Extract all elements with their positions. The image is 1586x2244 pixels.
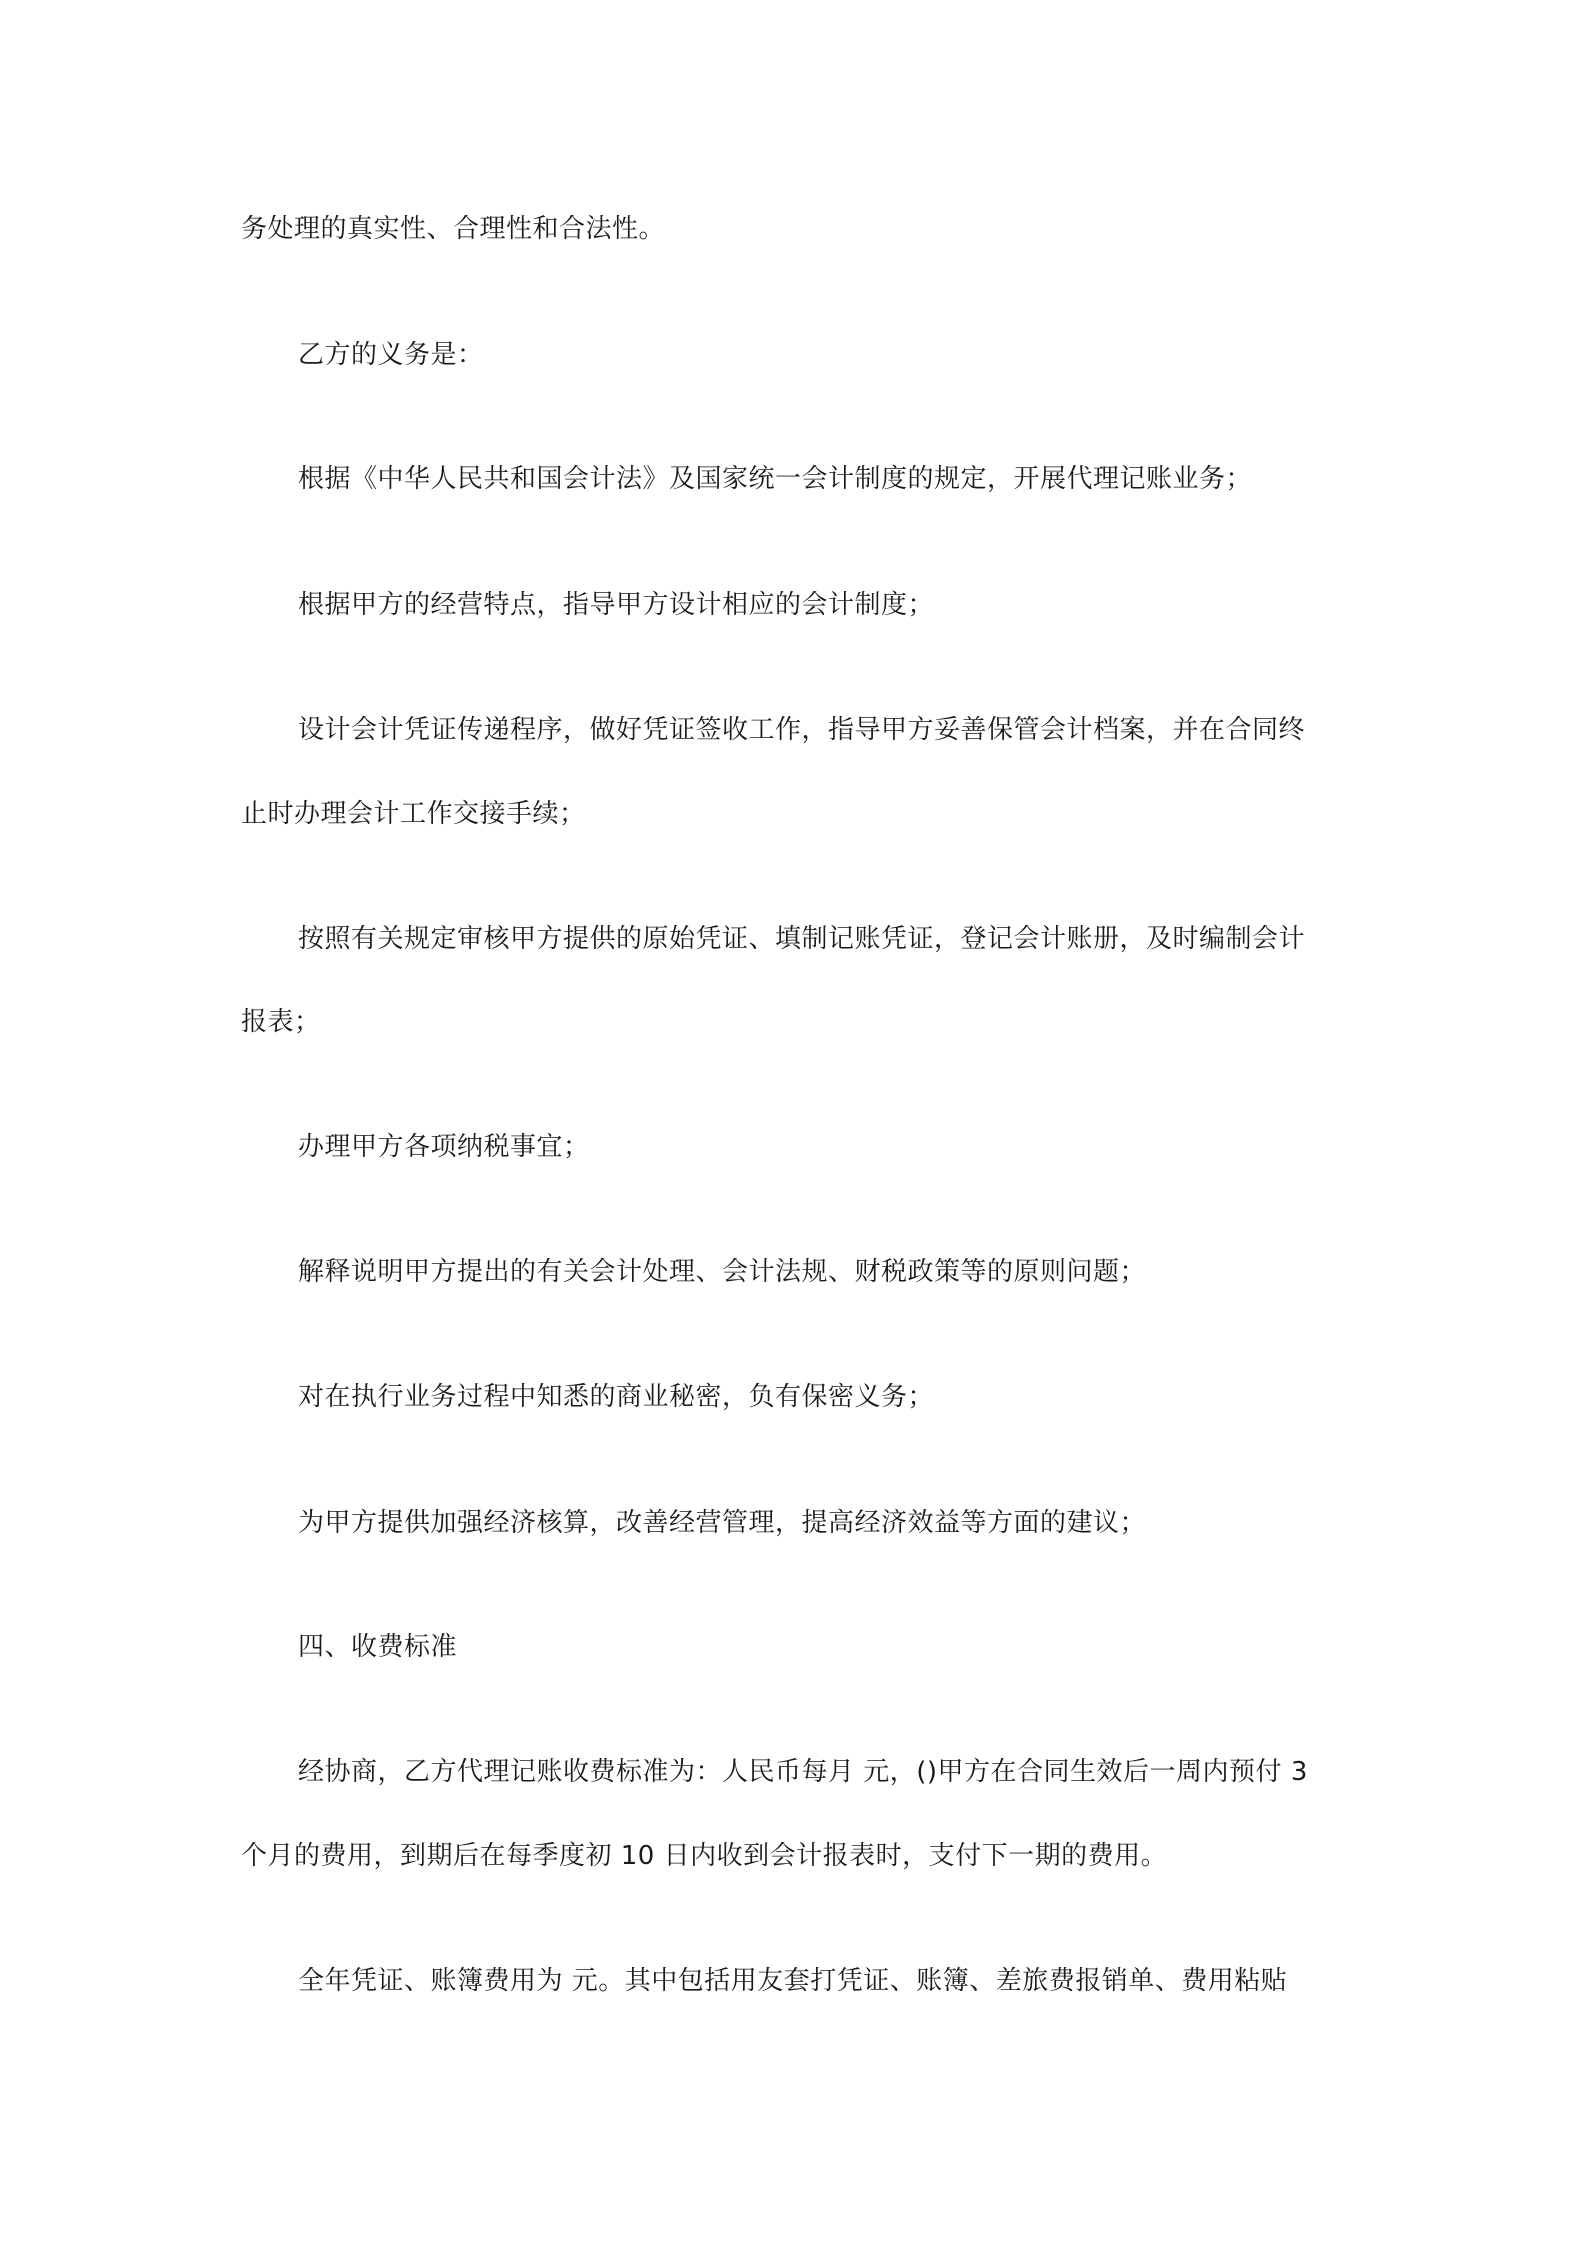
paragraph-line: 乙方的义务是： [298, 340, 484, 370]
paragraph-line: 经协商，乙方代理记账收费标准为：人民币每月 元，()甲方在合同生效后一周内预付 3 [298, 1757, 1308, 1787]
paragraph-line: 设计会计凭证传递程序，做好凭证签收工作，指导甲方妥善保管会计档案，并在合同终 [298, 715, 1306, 745]
paragraph-line: 为甲方提供加强经济核算，改善经营管理，提高经济效益等方面的建议； [298, 1508, 1147, 1538]
paragraph-line: 根据甲方的经营特点，指导甲方设计相应的会计制度； [298, 590, 935, 620]
paragraph-line: 按照有关规定审核甲方提供的原始凭证、填制记账凭证，登记会计账册，及时编制会计 [298, 924, 1306, 954]
paragraph-line: 个月的费用，到期后在每季度初 10 日内收到会计报表时，支付下一期的费用。 [241, 1841, 1168, 1871]
paragraph-line: 报表； [241, 1007, 321, 1037]
section-heading: 四、收费标准 [298, 1632, 458, 1662]
paragraph-line: 根据《中华人民共和国会计法》及国家统一会计制度的规定，开展代理记账业务； [298, 464, 1253, 494]
paragraph-line: 全年凭证、账簿费用为 元。其中包括用友套打凭证、账簿、差旅费报销单、费用粘贴 [298, 1966, 1288, 1996]
paragraph-line: 办理甲方各项纳税事宜； [298, 1132, 590, 1162]
paragraph-line: 解释说明甲方提出的有关会计处理、会计法规、财税政策等的原则问题； [298, 1257, 1147, 1287]
paragraph-line: 务处理的真实性、合理性和合法性。 [241, 214, 666, 244]
paragraph-line: 止时办理会计工作交接手续； [241, 799, 586, 829]
paragraph-line: 对在执行业务过程中知悉的商业秘密，负有保密义务； [298, 1382, 935, 1412]
